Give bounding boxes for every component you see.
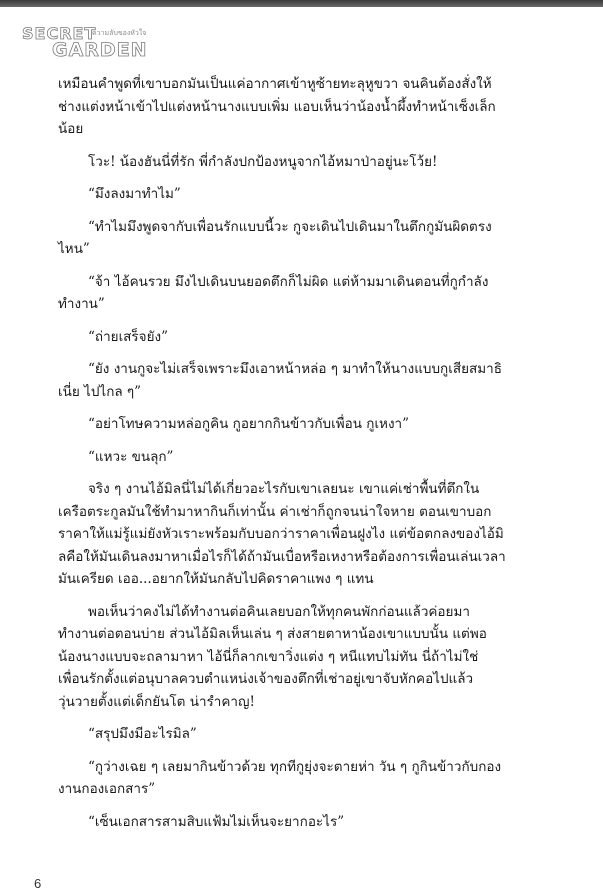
paragraph: เหมือนคำพูดที่เขาบอกมันเป็นแค่อากาศเข้าหูซ้ายทะลุหูขวา จนคินต้องสั่งให้ช่างแต่งหน้าเข้าไปแต่งหน้านางแบบเพิ่ม แอบเห็นว่าน้องน้ำผึ้งทำหน้าเซ็งเล็กน้อย [58,76,496,137]
logo-tagline: ความลับของหัวใจ [92,29,147,37]
dialogue-line: “เซ็นเอกสารสามสิบแฟ้มไม่เห็นจะยากอะไร” [88,813,345,830]
paragraph: โวะ! น้องฮันนี่ที่รัก พี่กำลังปกป้องหนูจากไอ้หมาป่าอยู่นะโว้ย! [88,153,438,170]
paragraph: จริง ๆ งานไอ้มิลนี่ไม่ได้เกี่ยวอะไรกับเขาเลยนะ เขาแค่เช่าพื้นที่ตึกในเครือตระกูลมันใช้ทำมาหากินก็เท่านั้น ค่าเช่าก็ถูกจนน่าใจหาย ตอนเขาบอกราคาให้แม่รู้แม่ยังหัวเราะพร้อมกับบอกว่าราคาเพื่อนฝูงไง แต่ข้อตกลงของไอ้มิลคือให้มันเดินลงมาหาเมื่อไรก็ได้ถ้ามันเบื่อหรือเหงาหรือต้องการเพื่อนเล่นเวลามันเครียด เออ...อยากให้มันกลับไปคิดราคาแพง ๆ แทน [58,481,506,587]
dialogue-line: “สรุปมึงมีอะไรมิล” [88,726,197,742]
logo-garden-text: GARDEN [52,39,148,61]
dialogue-line: “จ้า ไอ้คนรวย มึงไปเดินบนยอดตึกก็ไม่ผิด แต่ห้ามมาเดินตอนที่กูกำลังทำงาน” [58,273,489,312]
paragraph: พอเห็นว่าคงไม่ได้ทำงานต่อคินเลยบอกให้ทุกคนพักก่อนแล้วค่อยมาทำงานต่อตอนบ่าย ส่วนไอ้มิลเห็นเล่น ๆ ส่งสายตาหาน้องเขาแบบนั้น แต่พอน้องนางแบบจะถลามาหา ไอ้นี่ก็ลากเขาวิ่งแต่ง ๆ หนีแทบไม่ทัน นี่ถ้าไม่ใช่เพื่อนรักตั้งแต่อนุบาลควบตำแหน่งเจ้าของตึกที่เช่าอยู่เขาจับหักคอไปแล้ว วุ่นวายตั้งแต่เด็กยันโต น่ารำคาญ! [58,603,487,710]
dialogue-line: “อย่าโทษความหล่อกูคิน กูอยากกินข้าวกับเพื่อน กูเหงา” [88,416,410,432]
page-number: 6 [34,876,42,891]
dialogue-line: “ทำไมมึงพูดจากับเพื่อนรักแบบนี้วะ กูจะเดินไปเดินมาในตึกกูมันผิดตรงไหน” [58,218,492,257]
logo-secret-text: SECRET [22,24,97,43]
dialogue-line: “มึงลงมาทำไม” [88,186,181,202]
dialogue-line: “ยัง งานกูจะไม่เสร็จเพราะมึงเอาหน้าหล่อ ๆ มาทำให้นางแบบกูเสียสมาธิเนี่ย ไปไกล ๆ” [58,361,502,400]
top-border-rule [0,0,603,7]
page-body [58,73,508,843]
dialogue-line: “แหวะ ขนลุก” [88,448,174,465]
dialogue-line: “ถ่ายเสร็จยัง” [88,328,168,345]
dialogue-line: “กูว่างเฉย ๆ เลยมากินข้าวด้วย ทุกทีกูยุ่งจะตายห่า วัน ๆ กูกินข้าวกับกองงานกองเอกสาร” [58,758,502,797]
secret-garden-logo [22,24,162,60]
